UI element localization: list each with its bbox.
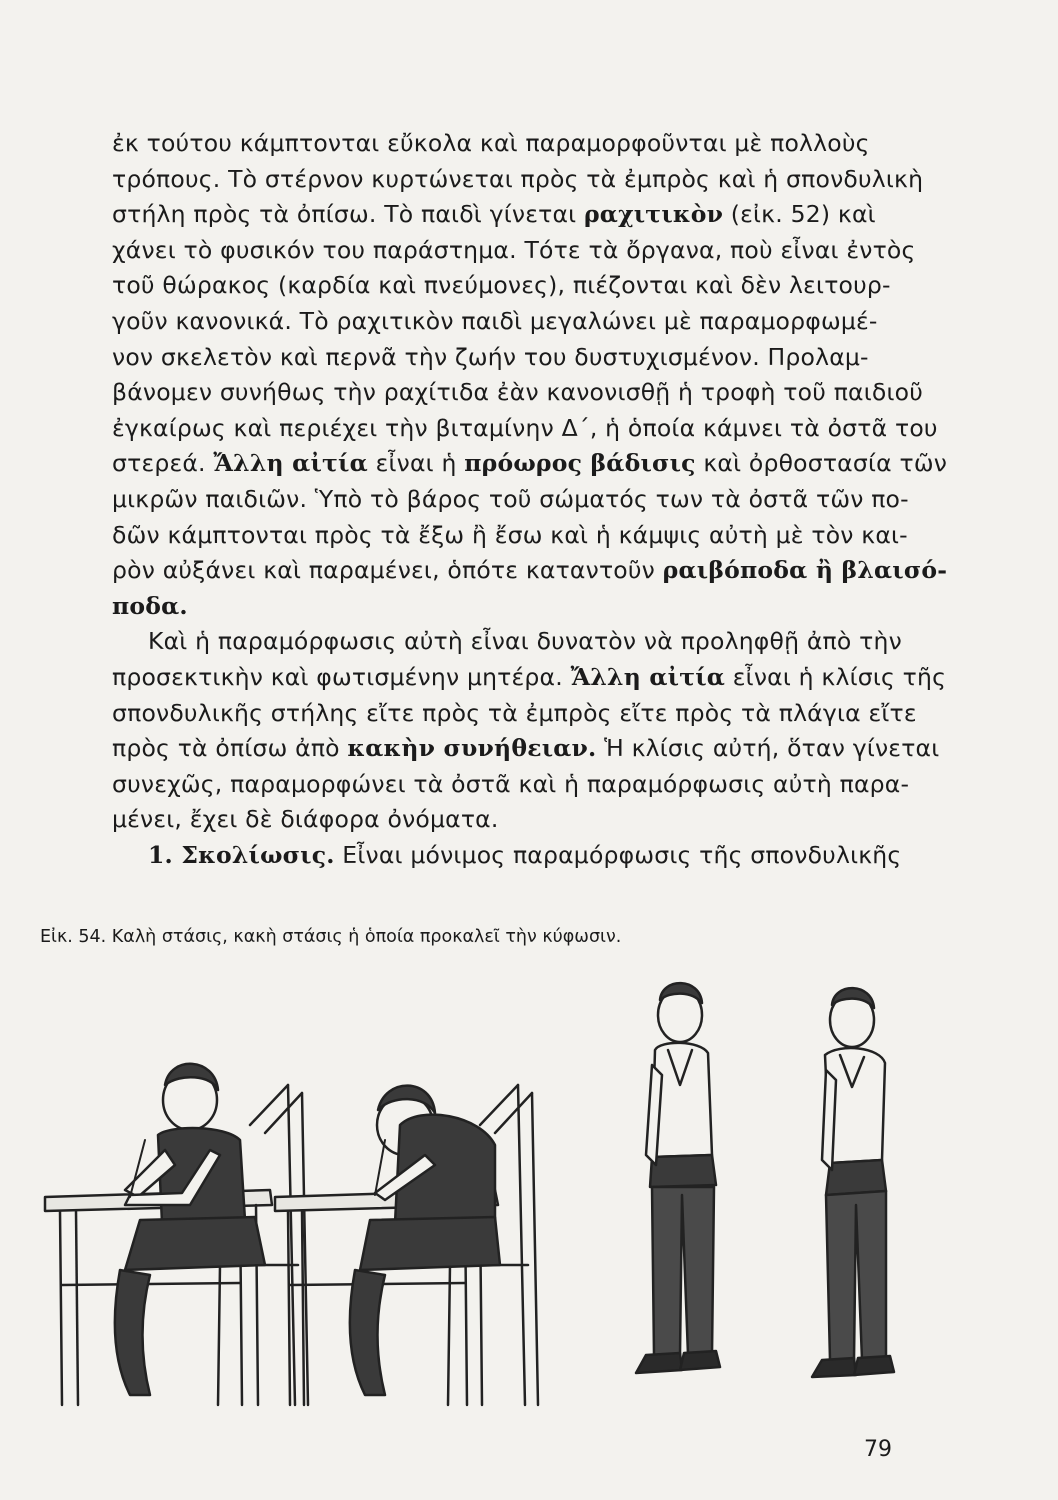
girl-writing-bad: [350, 1086, 500, 1395]
text-line: [112, 268, 892, 304]
bold-term: πρόωρος βάδισις: [464, 449, 696, 478]
text-run: εἶναι ἡ κλίσις τῆς: [725, 662, 947, 691]
text-line: [112, 518, 908, 554]
bold-term: κακὴν συνήθειαν.: [347, 734, 597, 763]
posture-illustration: [40, 965, 910, 1435]
text-run: στήλη πρὸς τὰ ὀπίσω. Τὸ παιδὶ γίνεται: [112, 200, 584, 229]
text-run: στερεά.: [112, 449, 214, 478]
text-run: Καὶ ἡ παραμόρφωσις αὐτὴ εἶναι δυνατὸν νὰ προληφθῇ ἀπὸ τὴν: [148, 627, 902, 656]
text-line: [112, 446, 948, 482]
text-run: πρὸς τὰ ὀπίσω ἀπὸ: [112, 734, 348, 763]
text-run: Ἡ κλίσις αὐτή, ὅταν γίνεται: [596, 734, 940, 763]
boy-standing-bad: [812, 988, 894, 1377]
text-line: [112, 482, 909, 518]
text-line: [112, 553, 948, 589]
text-line: [112, 624, 902, 660]
boy-standing-good: [636, 983, 720, 1373]
text-line: [112, 767, 910, 803]
text-run: ἐκ τούτου κάμπτονται εὔκολα καὶ παραμορφοῦνται μὲ πολλοὺς: [112, 129, 870, 157]
text-run: σπονδυλικῆς στήλης εἴτε πρὸς τὰ ἐμπρὸς εἴτε πρὸς τὰ πλάγια εἴτε: [112, 698, 917, 727]
page-number: 79: [864, 1437, 892, 1462]
text-run: δῶν κάμπτονται πρὸς τὰ ἔξω ἢ ἔσω καὶ ἡ κάμψις αὐτὴ μὲ τὸν και-: [112, 520, 908, 549]
bold-term: ραχιτικὸν: [583, 200, 724, 229]
text-line: [112, 375, 923, 411]
text-line: [112, 340, 892, 376]
text-run: Εἶναι μόνιμος παραμόρφωσις τῆς σπονδυλικῆς: [334, 840, 902, 869]
text-line: [112, 304, 892, 340]
body-text: [112, 126, 948, 873]
text-run: ἐγκαίρως καὶ περιέχει τὴν βιταμίνην Δ΄, ἡ ὁποία κάμνει τὰ ὀστᾶ του: [112, 413, 938, 442]
text-run: μικρῶν παιδιῶν. Ὑπὸ τὸ βάρος τοῦ σώματός των τὰ ὀστᾶ τῶν πο-: [112, 484, 909, 513]
bold-term: ποδα.: [112, 591, 188, 620]
text-line: [112, 660, 947, 696]
text-line: [112, 731, 940, 767]
bold-term: ραιβόποδα ἢ βλαισό-: [662, 556, 948, 585]
text-line: [112, 162, 924, 198]
text-line: [112, 802, 892, 838]
item-heading: 1. Σκολίωσις.: [148, 840, 335, 869]
text-run: τρόπους. Τὸ στέρνον κυρτώνεται πρὸς τὰ ἐμπρὸς καὶ ἡ σπονδυλικὴ: [112, 164, 924, 193]
text-run: συνεχῶς, παραμορφώνει τὰ ὀστᾶ καὶ ἡ παραμόρφωσις αὐτὴ παρα-: [112, 769, 910, 798]
text-run: (εἰκ. 52) καὶ: [723, 200, 876, 229]
text-run: τοῦ θώρακος (καρδία καὶ πνεύμονες), πιέζονται καὶ δὲν λειτουρ-: [112, 271, 891, 300]
text-line: [112, 696, 917, 732]
figure-caption: Εἰκ. 54. Καλὴ στάσις, κακὴ στάσις ἡ ὁποία προκαλεῖ τὴν κύφωσιν.: [40, 927, 622, 947]
text-line: [112, 233, 916, 269]
text-line: [112, 126, 892, 162]
text-run: καὶ ὀρθοστασία τῶν: [695, 449, 948, 478]
list-item-scoliosis: [112, 838, 902, 874]
text-run: ρὸν αὐξάνει καὶ παραμένει, ὁπότε καταντοῦν: [112, 556, 663, 585]
text-run: γοῦν κανονικά. Τὸ ραχιτικὸν παιδὶ μεγαλώνει μὲ παραμορφωμέ-: [112, 306, 878, 335]
text-run: χάνει τὸ φυσικόν του παράστημα. Τότε τὰ ὄργανα, ποὺ εἶναι ἐντὸς: [112, 235, 916, 264]
text-run: βάνομεν συνήθως τὴν ραχίτιδα ἐὰν κανονισθῇ ἡ τροφὴ τοῦ παιδιοῦ: [112, 378, 923, 407]
text-run: μένει, ἔχει δὲ διάφορα ὀνόματα.: [112, 805, 499, 834]
text-run: προσεκτικὴν καὶ φωτισμένην μητέρα.: [112, 662, 571, 691]
text-run: νον σκελετὸν καὶ περνᾶ τὴν ζωήν του δυστυχισμένον. Προλαμ-: [112, 342, 869, 371]
text-run: εἶναι ἡ: [367, 449, 465, 478]
text-line: [112, 589, 892, 625]
text-line: [112, 197, 892, 233]
text-line: [112, 411, 938, 447]
bold-term: Ἄλλη αἰτία: [570, 662, 726, 691]
bold-term: Ἄλλη αἰτία: [213, 449, 368, 478]
